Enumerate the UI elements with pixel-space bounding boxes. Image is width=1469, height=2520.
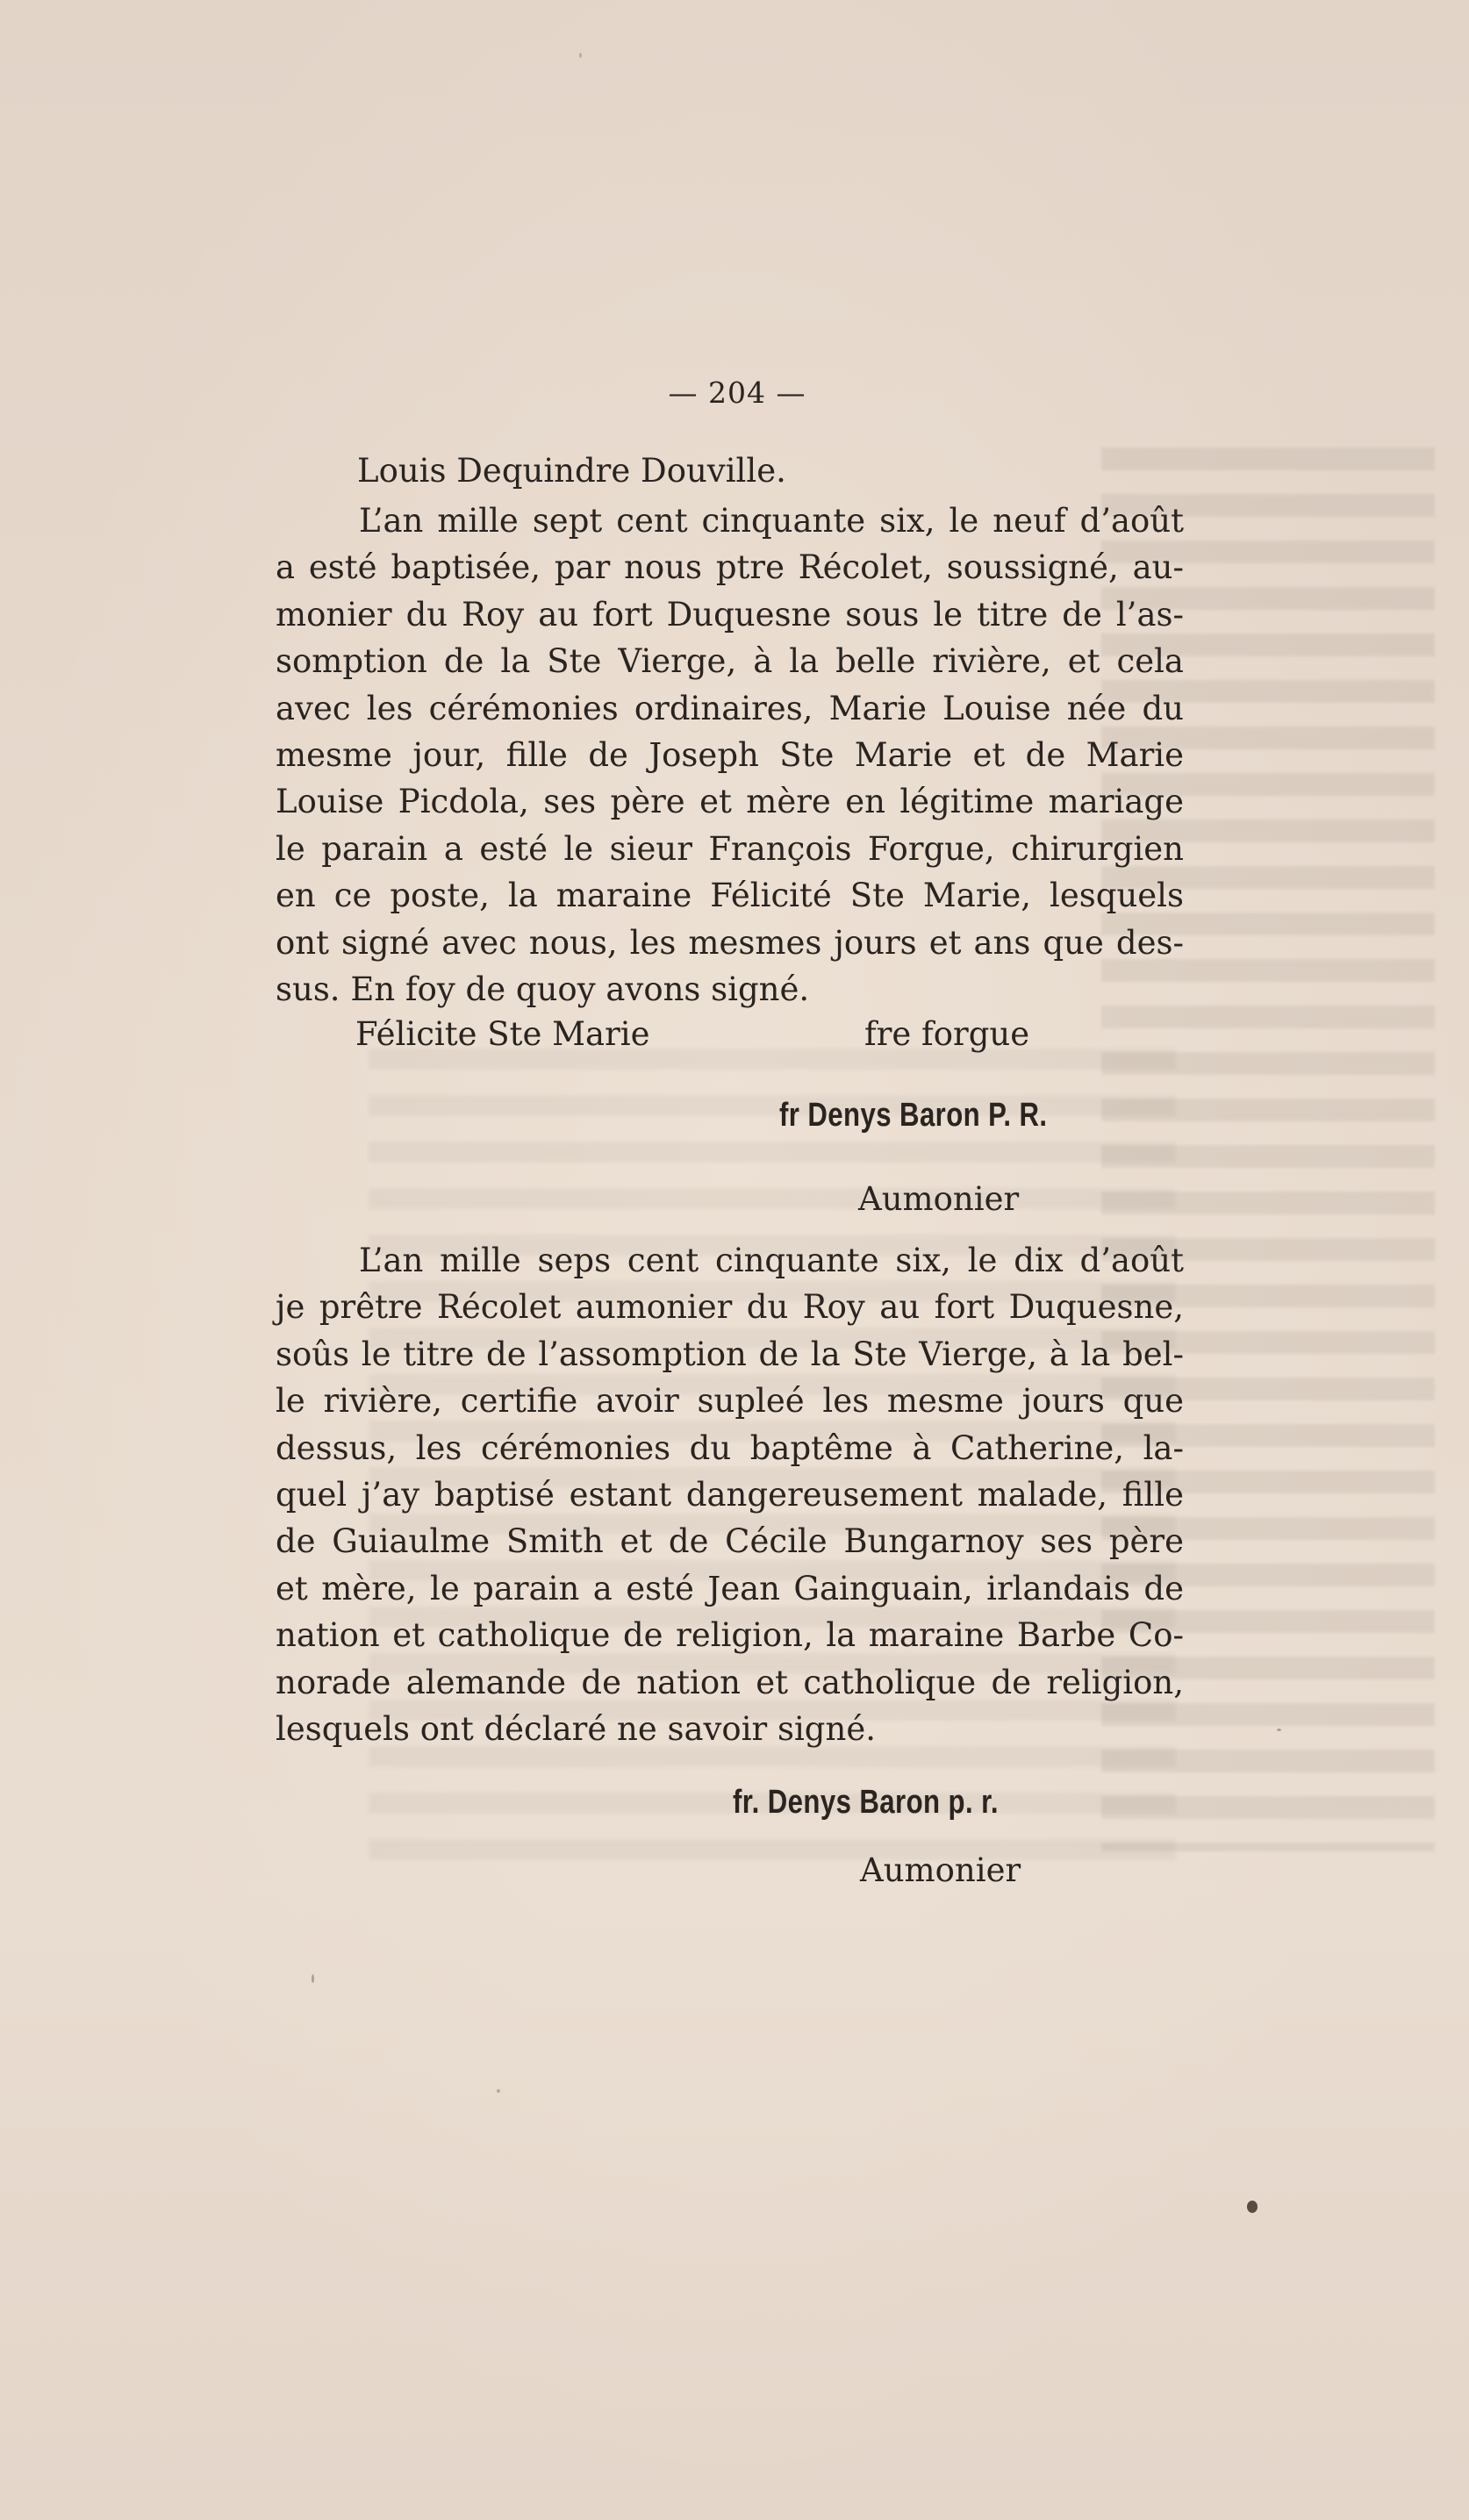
signature-title: Aumonier (858, 1180, 1020, 1218)
text-line: a esté baptisée, par nous ptre Récolet, soussigné, au- (276, 548, 1184, 587)
text-line: lesquels ont déclaré ne savoir signé. (276, 1710, 876, 1749)
text-line: somption de la Ste Vierge, à la belle rivière, et cela (276, 642, 1184, 681)
text-line: je prêtre Récolet aumonier du Roy au fort Duquesne, (276, 1288, 1184, 1327)
text-line: de Guiaulme Smith et de Cécile Bungarnoy ses père (276, 1522, 1184, 1561)
paper-speck (1277, 1729, 1281, 1731)
text-line: nation et catholique de religion, la maraine Barbe Co- (276, 1616, 1184, 1655)
page-number: — 204 — (668, 376, 806, 410)
paper-speck (497, 2089, 500, 2093)
text-line: sus. En foy de quoy avons signé. (276, 970, 810, 1009)
signature-title: Aumonier (860, 1851, 1021, 1889)
text-line: ont signé avec nous, les mesmes jours et ans que des- (276, 923, 1184, 962)
text-line: soûs le titre de l’assomption de la Ste Vierge, à la bel- (276, 1335, 1184, 1373)
text-line: monier du Roy au fort Duquesne sous le titre de l’as- (276, 595, 1184, 634)
baptism-record-1 (276, 498, 1184, 1013)
text-line: le parain a esté le sieur François Forgue, chirurgien (276, 829, 1184, 868)
text-line: avec les cérémonies ordinaires, Marie Louise née du (276, 689, 1184, 727)
text-line: mesme jour, fille de Joseph Ste Marie et de Marie (276, 736, 1184, 775)
record-heading: Louis Dequindre Douville. (357, 452, 786, 490)
baptism-record-2 (276, 1237, 1184, 1752)
paper-speck (312, 1974, 314, 1983)
text-line: L’an mille sept cent cinquante six, le neuf d’août (359, 502, 1184, 540)
text-line: L’an mille seps cent cinquante six, le dix d’août (359, 1242, 1184, 1279)
signature-forgue: fre forgue (864, 1015, 1030, 1053)
signature-denys-baron: fr. Denys Baron p. r. (733, 1784, 999, 1821)
text-line: norade alemande de nation et catholique de religion, (276, 1663, 1184, 1701)
text-line: en ce poste, la maraine Félicité Ste Marie, lesquels (276, 877, 1184, 915)
paper-speck (579, 53, 582, 58)
signature-felicite: Félicite Ste Marie (355, 1015, 650, 1053)
signature-denys-baron: fr Denys Baron P. R. (779, 1097, 1048, 1134)
text-line: quel j’ay baptisé estant dangereusement malade, fille (276, 1476, 1184, 1514)
text-line: et mère, le parain a esté Jean Gainguain, irlandais de (276, 1569, 1184, 1607)
text-line: Louise Picdola, ses père et mère en légitime mariage (276, 783, 1184, 821)
paper-speck (1247, 2201, 1258, 2213)
text-line: le rivière, certifie avoir supleé les mesme jours que (276, 1382, 1184, 1421)
text-line: dessus, les cérémonies du baptême à Catherine, la- (276, 1428, 1184, 1467)
